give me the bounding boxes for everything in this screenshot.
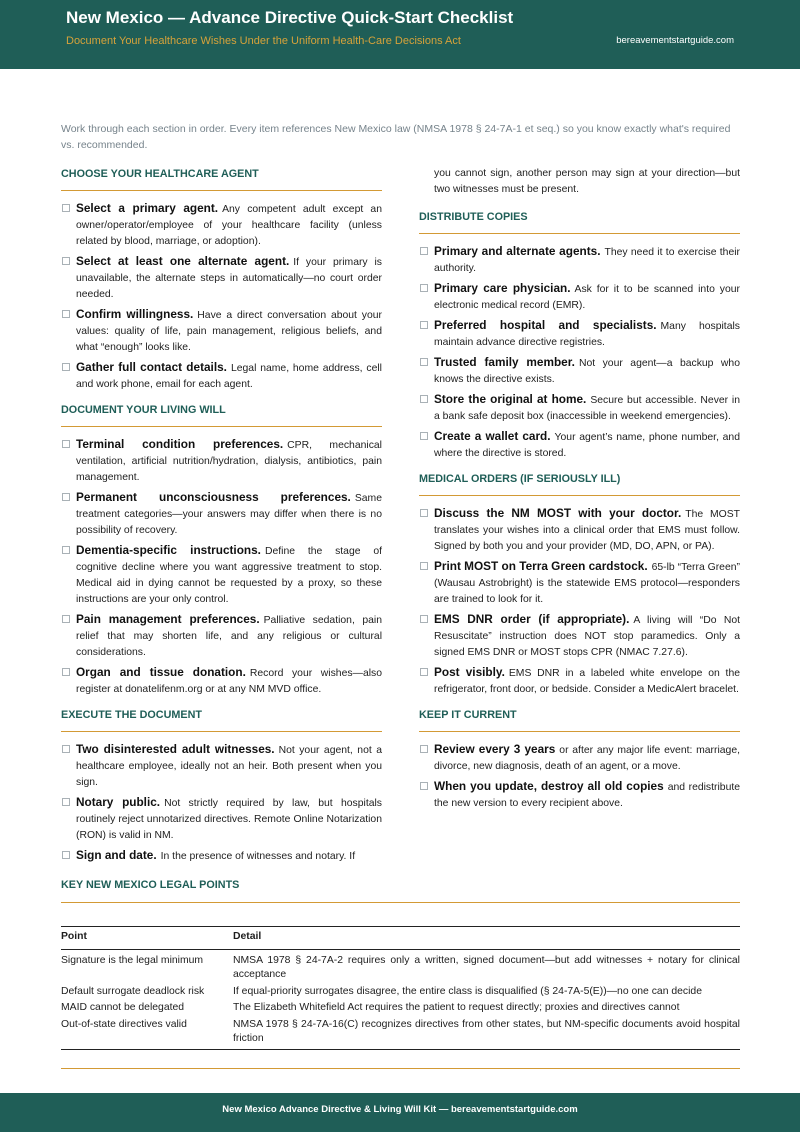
checkbox-icon[interactable] — [420, 247, 428, 255]
item-continuation: you cannot sign, another person may sign at your direction—but two witnesses must be present. — [434, 168, 740, 195]
item-title: Confirm willingness. — [76, 307, 194, 321]
item-title: When you update, destroy all old copies — [434, 779, 664, 793]
checklist-item[interactable] — [61, 611, 382, 661]
left-column — [61, 166, 382, 868]
item-title: Gather full contact details. — [76, 360, 227, 374]
cell-detail: NMSA 1978 § 24-7A-16(C) recognizes directives from other states, but NM-specific documents avoid hospital friction — [233, 1016, 740, 1050]
item-text: In the presence of witnesses and notary. If — [160, 851, 356, 862]
item-text: A living will “Do Not Resuscitate” instruction does NOT stop paramedics. Only a signed EMS DNR or MOST stops CPR (NMAC 7.27.6). — [434, 615, 740, 658]
item-title: Discuss the NM MOST with your doctor. — [434, 506, 682, 520]
header-website: bereavementstartguide.com — [616, 35, 734, 46]
item-text: Your agent’s name, phone number, and where the directive is stored. — [434, 432, 740, 459]
item-title: Print MOST on Terra Green cardstock. — [434, 559, 648, 573]
checkbox-icon[interactable] — [62, 493, 70, 501]
cell-detail: NMSA 1978 § 24-7A-2 requires only a written, signed document—but add witnesses + notary for clinical acceptance — [233, 954, 740, 980]
checklist-item[interactable] — [419, 505, 740, 555]
checklist-item[interactable] — [419, 280, 740, 314]
document-subtitle: Document Your Healthcare Wishes Under the Uniform Health-Care Decisions Act — [66, 35, 461, 47]
cell-point: Default surrogate deadlock risk — [61, 985, 205, 997]
section-heading-keep-current: KEEP IT CURRENT — [419, 707, 740, 732]
item-text: or after any major life event: marriage, divorce, new diagnosis, death of an agent, or a move. — [434, 745, 741, 772]
item-title: Preferred hospital and specialists. — [434, 318, 657, 332]
footer-text: New Mexico Advance Directive & Living Will Kit — bereavementstartguide.com — [222, 1104, 578, 1115]
table-row — [61, 1016, 740, 1050]
item-title: Review every 3 years — [434, 742, 556, 756]
item-title: Primary and alternate agents. — [434, 244, 601, 258]
item-title: EMS DNR order (if appropriate). — [434, 612, 630, 626]
checkbox-icon[interactable] — [420, 358, 428, 366]
checklist-item[interactable] — [419, 778, 740, 812]
cell-detail: If equal-priority surrogates disagree, the entire class is disqualified (§ 24-7A-5(E))—no one can decide — [233, 985, 702, 997]
item-title: Create a wallet card. — [434, 429, 551, 443]
table-header-row — [61, 927, 740, 950]
checklist-item[interactable] — [61, 306, 382, 356]
item-text: Have a direct conversation about your values: quality of life, pain management, religious beliefs, and what “enough” looks like. — [76, 310, 382, 353]
checklist-item[interactable] — [61, 489, 382, 539]
item-text: The MOST translates your wishes into a clinical order that EMS must follow. Signed by both you and your provider (MD, DO, APN, or PA). — [434, 509, 740, 552]
checklist-item[interactable] — [61, 359, 382, 393]
checkbox-icon[interactable] — [420, 668, 428, 676]
checklist-item[interactable] — [61, 200, 382, 250]
checkbox-icon[interactable] — [420, 745, 428, 753]
checklist-item[interactable] — [61, 436, 382, 486]
item-text: Palliative sedation, pain relief that may shorten life, and any religious or cultural considerations. — [76, 615, 382, 658]
checklist-item[interactable] — [61, 664, 382, 698]
checkbox-icon[interactable] — [62, 204, 70, 212]
checkbox-icon[interactable] — [62, 440, 70, 448]
checkbox-icon[interactable] — [420, 284, 428, 292]
table-row — [61, 949, 740, 983]
checklist-item[interactable] — [61, 253, 382, 303]
checklist-item[interactable] — [419, 354, 740, 388]
item-title: Trusted family member. — [434, 355, 575, 369]
item-text: Secure but accessible. Never in a bank safe deposit box (inaccessible in weekend emergencies). — [434, 395, 741, 422]
column-header-detail: Detail — [233, 927, 740, 950]
checkbox-icon[interactable] — [62, 615, 70, 623]
item-title: Sign and date. — [76, 848, 157, 862]
item-text: They need it to exercise their authority. — [434, 247, 740, 274]
checklist-item[interactable] — [419, 664, 740, 698]
checkbox-icon[interactable] — [62, 798, 70, 806]
checkbox-icon[interactable] — [420, 782, 428, 790]
checklist-item[interactable] — [419, 391, 740, 425]
item-title: Permanent unconsciousness preferences. — [76, 490, 351, 504]
item-title: Select a primary agent. — [76, 201, 219, 215]
item-text: and redistribute the new version to every recipient above. — [434, 782, 741, 809]
item-text: Same treatment categories—your answers may differ when there is no possibility of recovery. — [76, 493, 382, 536]
item-text: Record your wishes—also register at donatelifenm.org or at any NM MVD office. — [76, 668, 383, 695]
item-title: Primary care physician. — [434, 281, 571, 295]
item-title: Organ and tissue donation. — [76, 665, 246, 679]
checklist-item[interactable] — [61, 542, 382, 608]
checklist-item[interactable] — [419, 741, 740, 775]
checkbox-icon[interactable] — [420, 321, 428, 329]
checkbox-icon[interactable] — [62, 310, 70, 318]
item-text: Not strictly required by law, but hospitals routinely reject unnotarized directives. Remote Online Notarization (RON) is valid in NM. — [76, 798, 382, 841]
right-column — [419, 166, 740, 815]
intro-text: Work through each section in order. Every item references New Mexico law (NMSA 1978 § 24-7A-1 et seq.) so you know exactly what's required vs. recommended. — [61, 123, 731, 151]
section-heading-living-will: DOCUMENT YOUR LIVING WILL — [61, 402, 382, 427]
item-title: Post visibly. — [434, 665, 505, 679]
checkbox-icon[interactable] — [62, 668, 70, 676]
item-title: Select at least one alternate agent. — [76, 254, 290, 268]
table-row — [61, 999, 740, 1016]
checklist-item[interactable] — [61, 847, 382, 865]
section-heading-execute: EXECUTE THE DOCUMENT — [61, 707, 382, 732]
checklist-item[interactable] — [419, 611, 740, 661]
checkbox-icon[interactable] — [62, 257, 70, 265]
checkbox-icon[interactable] — [420, 432, 428, 440]
checkbox-icon[interactable] — [62, 851, 70, 859]
checklist-item[interactable] — [61, 794, 382, 844]
item-text: Not your agent, not a healthcare employee, ideally not an heir. Both present when you sign. — [76, 745, 382, 788]
cell-detail: The Elizabeth Whitefield Act requires the patient to request directly; proxies and directives cannot — [233, 1002, 680, 1013]
section-heading-medical-orders: MEDICAL ORDERS (IF SERIOUSLY ILL) — [419, 471, 740, 496]
section-heading-agent: CHOOSE YOUR HEALTHCARE AGENT — [61, 166, 382, 191]
checklist-item[interactable] — [419, 317, 740, 351]
item-text: Any competent adult except an owner/operator/employee of your healthcare facility (unless related by blood, marriage, or adoption). — [76, 204, 382, 247]
item-text: 65-lb “Terra Green” (Wausau Astrobright) is the statewide EMS protocol—responders are trained to look for it. — [434, 562, 740, 605]
section-heading-distribute: DISTRIBUTE COPIES — [419, 209, 740, 234]
legal-points-table — [61, 926, 740, 1050]
item-text: Not your agent—a backup who knows the directive exists. — [434, 358, 740, 385]
checkbox-icon[interactable] — [420, 395, 428, 403]
item-title: Dementia-specific instructions. — [76, 543, 261, 557]
checklist-item[interactable] — [419, 428, 740, 462]
cell-point: Out-of-state directives valid — [61, 1016, 233, 1050]
item-text: Legal name, home address, cell and work phone, email for each agent. — [76, 363, 382, 390]
checklist-item[interactable] — [61, 741, 382, 791]
cell-point: Signature is the legal minimum — [61, 954, 204, 966]
page-header — [0, 0, 800, 69]
column-header-point: Point — [61, 927, 233, 950]
checkbox-icon[interactable] — [420, 615, 428, 623]
item-text: EMS DNR in a labeled white envelope on the refrigerator, front door, or bedside. Consider a MedicAlert bracelet. — [434, 668, 741, 695]
checklist-item[interactable] — [419, 558, 740, 608]
divider — [61, 1068, 740, 1069]
item-title: Terminal condition preferences. — [76, 437, 284, 451]
checkbox-icon[interactable] — [420, 562, 428, 570]
table-row — [61, 983, 740, 1000]
checklist-item[interactable] — [419, 243, 740, 277]
item-title: Two disinterested adult witnesses. — [76, 742, 275, 756]
item-text: If your primary is unavailable, the alternate steps in automatically—no court order needed. — [76, 257, 382, 300]
item-title: Pain management preferences. — [76, 612, 260, 626]
item-text: Many hospitals maintain advance directive registries. — [434, 321, 740, 348]
document-title: New Mexico — Advance Directive Quick-Start Checklist — [66, 8, 514, 27]
legal-points-heading: KEY NEW MEXICO LEGAL POINTS — [61, 877, 740, 903]
item-text: Define the stage of cognitive decline where you want aggressive treatment to stop. Medical aid in dying cannot be requested by a proxy, so these instructions are your only control. — [76, 546, 382, 605]
item-title: Store the original at home. — [434, 392, 587, 406]
checkbox-icon[interactable] — [62, 363, 70, 371]
checkbox-icon[interactable] — [62, 745, 70, 753]
item-title: Notary public. — [76, 795, 161, 809]
checkbox-icon[interactable] — [62, 546, 70, 554]
item-text: CPR, mechanical ventilation, artificial nutrition/hydration, dialysis, antibiotics, pain management. — [76, 440, 382, 483]
item-text: Ask for it to be scanned into your electronic medical record (EMR). — [434, 284, 740, 311]
cell-point: MAID cannot be delegated — [61, 1002, 185, 1013]
page-footer — [0, 1093, 800, 1132]
checkbox-icon[interactable] — [420, 509, 428, 517]
